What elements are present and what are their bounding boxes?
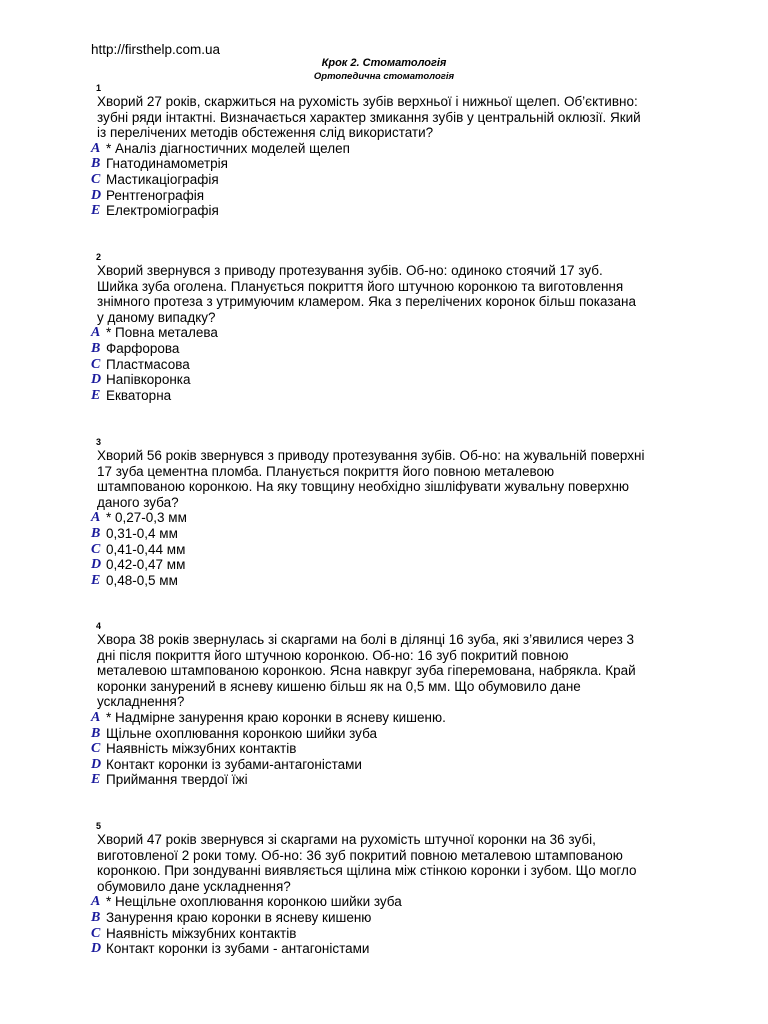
answer-option <box>91 526 691 542</box>
answer-option <box>91 372 691 388</box>
option-text: 0,48-0,5 мм <box>106 572 178 588</box>
question-block <box>91 436 691 588</box>
option-text: Контакт коронки із зубами - антагоністами <box>106 941 370 957</box>
option-letter: C <box>91 171 101 187</box>
page-title: Крок 2. Стоматологія <box>321 57 447 69</box>
question-number: 1 <box>96 83 102 93</box>
page-subtitle: Ортопедична стоматологія <box>313 71 455 82</box>
option-text: Фарфорова <box>106 340 180 356</box>
option-letter: B <box>91 340 101 356</box>
question-number: 2 <box>96 252 102 262</box>
answer-option <box>91 510 691 526</box>
answer-option <box>91 557 691 573</box>
answer-option <box>91 188 691 204</box>
site-url[interactable]: http://firsthelp.com.ua <box>91 42 221 57</box>
answer-options <box>91 710 691 788</box>
answer-option <box>91 894 691 910</box>
answer-options <box>91 141 691 219</box>
option-text: Рентгенографія <box>106 187 205 203</box>
option-letter: D <box>91 187 102 203</box>
option-text: Приймання твердої їжі <box>106 772 248 788</box>
answer-options <box>91 510 691 588</box>
answer-option <box>91 710 691 726</box>
option-letter: C <box>91 356 101 372</box>
question-block <box>91 620 691 788</box>
answer-option <box>91 741 691 757</box>
answer-option <box>91 341 691 357</box>
option-text: * 0,27-0,3 мм <box>106 510 187 526</box>
answer-option <box>91 156 691 172</box>
question-text: Хворий 56 років звернувся з приводу протезування зубів. Об-но: на жувальній поверхні 17 зуба цементна пломба. Планується покриття його повною металевою штампованою коронкою. На яку товщину необхідно зішліфувати жувальну поверхню даного зуба? <box>97 448 645 510</box>
option-letter: A <box>91 709 101 725</box>
option-text: Пластмасова <box>106 356 190 372</box>
option-letter: B <box>91 725 101 741</box>
option-text: 0,42-0,47 мм <box>106 557 186 573</box>
option-letter: A <box>91 140 101 156</box>
answer-option <box>91 941 691 957</box>
question-number: 5 <box>96 821 102 831</box>
question-text: Хворий 47 років звернувся зі скаргами на рухомість штучної коронки на 36 зубі, виготовленої 2 роки тому. Об-но: 36 зуб покритий повною металевою штампованою коронкою. При зондуванні виявляється щілина між стінкою коронки і зубом. Що могло обумовило дане ускладнення? <box>97 832 637 894</box>
option-letter: A <box>91 510 101 526</box>
question-text: Хворий звернувся з приводу протезування зубів. Об-но: одиноко стоячий 17 зуб. Шийка зуба оголена. Планується покриття його штучною коронкою та виготовлення знімного протеза з утримуючим кламером. Яка з перелічених коронок більш показана у даному випадку? <box>97 263 636 325</box>
option-letter: C <box>91 541 101 557</box>
option-text: Щільне охоплювання коронкою шийки зуба <box>106 725 378 741</box>
option-text: 0,41-0,44 мм <box>106 541 186 557</box>
answer-options <box>91 325 691 403</box>
option-text: Гнатодинамометрія <box>106 156 228 172</box>
option-text: Наявність міжзубних контактів <box>106 925 297 941</box>
option-text: Електроміографія <box>106 203 219 219</box>
answer-option <box>91 388 691 404</box>
option-letter: D <box>91 557 102 573</box>
answer-option <box>91 172 691 188</box>
option-text: Екваторна <box>106 387 172 403</box>
question-number: 3 <box>96 437 102 447</box>
option-letter: D <box>91 372 102 388</box>
question-block <box>91 251 691 403</box>
option-text: 0,31-0,4 мм <box>106 525 178 541</box>
option-letter: C <box>91 925 101 941</box>
option-text: * Повна металева <box>106 325 218 341</box>
question-block <box>91 820 691 957</box>
option-letter: B <box>91 909 101 925</box>
answer-option <box>91 357 691 373</box>
answer-option <box>91 910 691 926</box>
option-letter: D <box>91 756 102 772</box>
option-letter: C <box>91 741 101 757</box>
question-number: 4 <box>96 621 102 631</box>
answer-option <box>91 542 691 558</box>
option-text: Занурення краю коронки в ясневу кишеню <box>106 909 372 925</box>
answer-option <box>91 772 691 788</box>
question-text: Хвора 38 років звернулась зі скаргами на болі в ділянці 16 зуба, які з’явилися через 3 дні після покриття його штучною коронкою. Об-но: 16 зуб покритий повною металевою штампованою коронкою. Ясна навкруг зуба гіперемована, набрякла. Край коронки занурений в ясневу кишеню більш як на 0,5 мм. Що обумовило дане ускладнення? <box>97 632 636 710</box>
answer-option <box>91 926 691 942</box>
option-letter: D <box>91 941 102 957</box>
answer-options <box>91 894 691 956</box>
answer-option <box>91 573 691 589</box>
answer-option <box>91 726 691 742</box>
option-text: Наявність міжзубних контактів <box>106 741 297 757</box>
answer-option <box>91 325 691 341</box>
option-text: Напівкоронка <box>106 372 191 388</box>
option-letter: E <box>91 572 101 588</box>
option-text: Мастикаціографія <box>106 171 219 187</box>
answer-option <box>91 141 691 157</box>
option-text: * Нещільне охоплювання коронкою шийки зуба <box>106 894 402 910</box>
option-letter: E <box>91 203 101 219</box>
answer-option <box>91 757 691 773</box>
option-letter: A <box>91 325 101 341</box>
answer-option <box>91 203 691 219</box>
option-text: * Надмірне занурення краю коронки в ясневу кишеню. <box>106 709 446 725</box>
question-block <box>91 82 691 219</box>
option-text: Контакт коронки із зубами-антагоністами <box>106 756 362 772</box>
option-letter: B <box>91 156 101 172</box>
option-letter: B <box>91 525 101 541</box>
option-letter: E <box>91 772 101 788</box>
option-text: * Аналіз діагностичних моделей щелеп <box>106 140 350 156</box>
question-text: Хворий 27 років, скаржиться на рухомість зубів верхньої і нижньої щелеп. Об’єктивно: зубні ряди інтактні. Визначається характер змикання зубів у центральній оклюзії. Який із перелічених методів обстеження слід використати? <box>97 94 641 141</box>
option-letter: E <box>91 387 101 403</box>
option-letter: A <box>91 894 101 910</box>
